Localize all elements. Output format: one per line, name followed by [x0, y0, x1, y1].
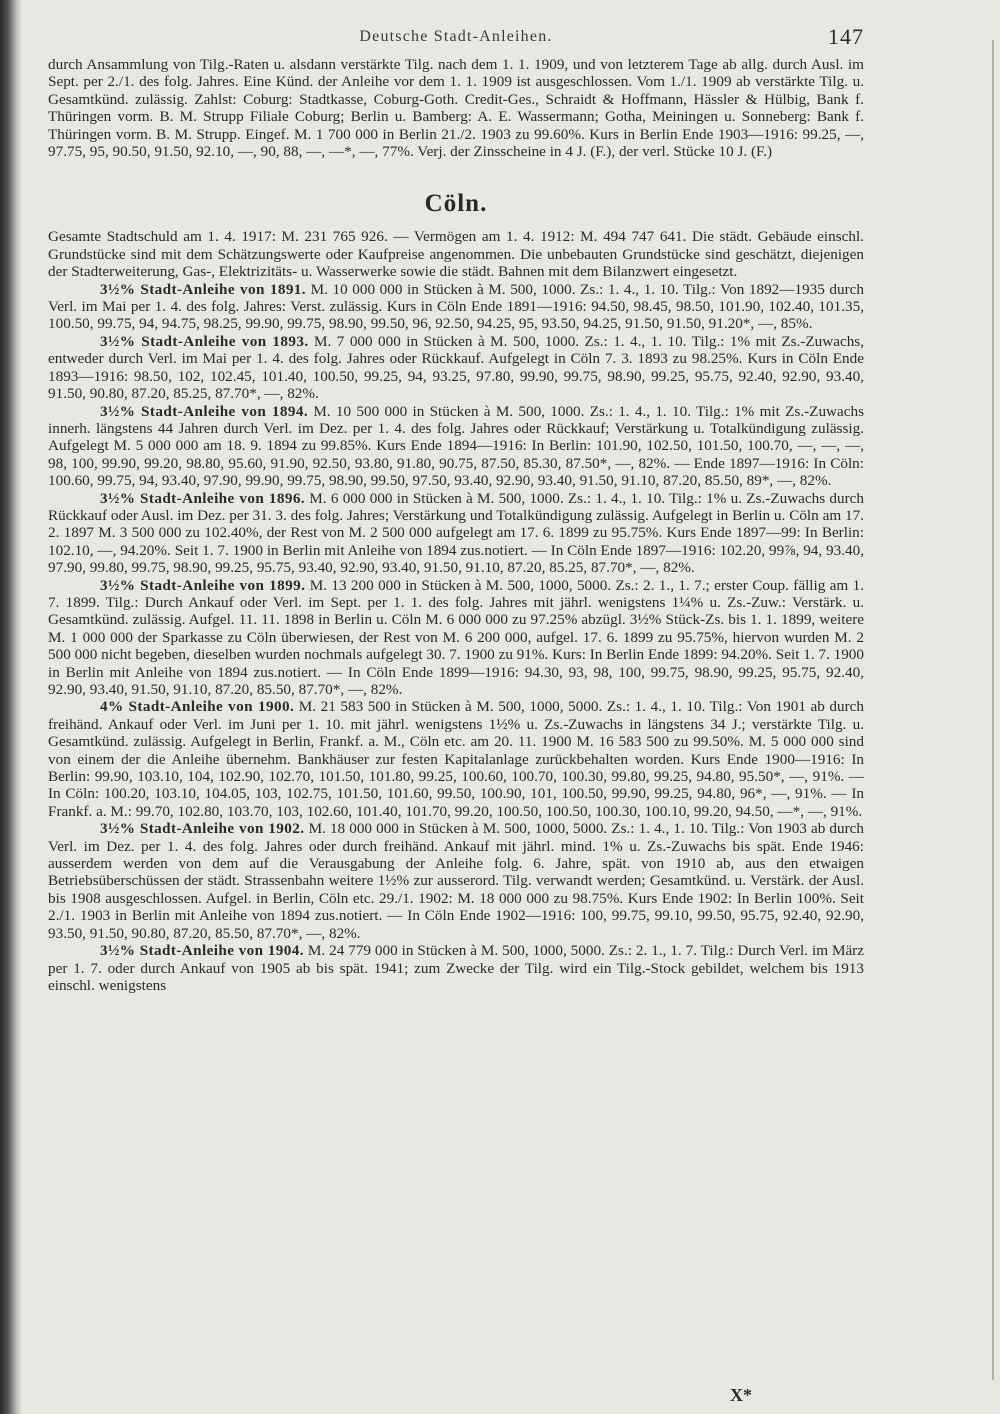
loan-title: 4% Stadt-Anleihe von 1900. — [100, 698, 295, 716]
loan-text: M. 13 200 000 in Stücken à M. 500, 1000, 5000. Zs.: 2. 1., 1. 7.; erster Coup. fällig am 1. 7. 1899. Tilg.: Durch Ankauf oder Verl. im Sept. per 1. 1. des folg. Jahres mit jährl. wenigstens 1¼% u. Zs.-Zuw.: Verstärk. u. Gesamtkünd. zulässig. Aufgel. 11. 11. 1898 in Berlin u. Cöln M. 6 000 000 zu 97.25% abzügl. 3½% Stück-Zs. bis 1. 1. 1899, weitere M. 1 000 000 der Sparkasse zu Cöln überwiesen, der Rest von M. 6 200 000, aufgel. 17. 6. 1899 zu 95.75%, hiervon wurden M. 2 500 000 nicht begeben, dieselben wurden nochmals aufgelegt 30. 7. 1900 zu 91%. Kurs: In Berlin Ende 1899: 94.20%. Seit 1. 7. 1900 in Berlin mit Anleihe von 1894 zus.notiert. — In Cöln Ende 1899—1916: 94.30, 93, 98, 100, 99.75, 98.90, 99.25, 95.75, 92.40, 92.90, 93.40, 91.50, 91.10, 87.20, 85.50, 87.70*, —, 82%. — [48, 576, 864, 698]
loan-text: M. 6 000 000 in Stücken à M. 500, 1000. Zs.: 1. 4., 1. 10. Tilg.: 1% u. Zs.-Zuwachs durch Rückkauf oder Ausl. im Dez. per 31. 3. des folg. Jahres; Verstärkung und Totalkündigung zulässig. Aufgelegt in Berlin u. Cöln am 17. 2. 1897 M. 3 500 000 zu 102.40%, der Rest von M. 2 500 000 aufgelegt am 17. 6. 1899 zu 95.75%. Kurs Ende 1897—99: In Berlin: 102.10, —, 94.20%. Seit 1. 7. 1900 in Berlin mit Anleihe von 1894 zus.notiert. — In Cöln Ende 1897—1916: 102.20, 99⅞, 94, 93.40, 97.90, 99.80, 99.75, 98.90, 99.25, 95.75, 93.40, 92.90, 93.40, 91.50, 91.10, 87.20, 85.25, 87.70*, —, 82%. — [48, 489, 864, 577]
loan-entry — [48, 577, 864, 699]
loan-title: 3½% Stadt-Anleihe von 1902. — [100, 820, 305, 838]
section-title: Cöln. — [424, 190, 488, 218]
loan-entry — [48, 490, 864, 577]
loan-entry — [48, 942, 864, 994]
loan-title: 3½% Stadt-Anleihe von 1894. — [100, 402, 309, 420]
page-header — [48, 22, 864, 56]
page-edge-rule — [992, 40, 994, 1380]
loan-text: M. 7 000 000 in Stücken à M. 500, 1000. Zs.: 1. 4., 1. 10. Tilg.: 1% mit Zs.-Zuwachs, entweder durch Verl. im Mai per 1. 4. des folg. Jahres oder Rückkauf. Aufgelegt in Cöln 7. 3. 1893 zu 98.25%. Kurs in Cöln Ende 1893—1916: 98.50, 102, 102.45, 101.40, 100.50, 99.25, 94, 93.25, 97.80, 99.90, 99.75, 98.90, 99.25, 95.75, 92.40, 92.90, 93.40, 91.50, 90.80, 87.20, 85.25, 87.70*, —, 82%. — [48, 332, 864, 403]
loan-title: 3½% Stadt-Anleihe von 1896. — [100, 489, 306, 507]
running-title: Deutsche Stadt-Anleihen. — [359, 28, 553, 45]
page-number: 147 — [828, 24, 864, 49]
page-body — [48, 22, 864, 994]
loan-title: 3½% Stadt-Anleihe von 1891. — [100, 280, 307, 298]
loan-text: M. 24 779 000 in Stücken à M. 500, 1000, 5000. Zs.: 2. 1., 1. 7. Tilg.: Durch Verl. im März per 1. 7. oder durch Ankauf von 1905 ab bis spät. 1941; zum Zwecke der Tilg. wird ein Tilg.-Stock gebildet, welchem bis 1913 einschl. wenigstens — [48, 942, 864, 994]
loan-text: M. 18 000 000 in Stücken à M. 500, 1000, 5000. Zs.: 1. 4., 1. 10. Tilg.: Von 1903 ab durch Verl. im Dez. per 1. 4. des folg. Jahres oder durch freihänd. Ankauf mit jährl. mind. 1% u. Zs.-Zuwachs bis spät. Ende 1946: ausserdem werden von dem auf die Verausgabung der Anleihe folg. 6. Jahre, spät. von 1910 ab, aus den etwaigen Betriebsüberschüssen der städt. Strassenbahn weitere 1½% zur ausserord. Tilg. verwandt werden; Gesamtkünd. u. Verstärk. der Ausl. bis 1908 ausgeschlossen. Aufgel. in Berlin, Cöln etc. 29./1. 1902: M. 18 000 000 zu 98.75%. Kurs Ende 1902: In Berlin 100%. Seit 2./1. 1903 in Berlin mit Anleihe von 1894 zus.notiert. — In Cöln Ende 1902—1916: 100, 99.75, 99.10, 99.50, 95.75, 92.40, 92.90, 93.50, 91.50, 90.80, 87.20, 85.50, 87.70*, —, 82%. — [48, 820, 864, 942]
loan-text: M. 10 500 000 in Stücken à M. 500, 1000. Zs.: 1. 4., 1. 10. Tilg.: 1% mit Zs.-Zuwachs innerh. längstens 44 Jahren durch Verl. im Dez. per 1. 4. des folg. Jahres oder Rückkauf; Verstärkung u. Totalkündigung zulässig. Aufgelegt M. 5 000 000 am 18. 9. 1894 zu 99.85%. Kurs Ende 1894—1916: In Berlin: 101.90, 102.50, 101.50, 100.70, —, —, —, 98, 100, 99.90, 99.20, 98.80, 95.60, 91.90, 92.50, 93.80, 91.80, 90.75, 87.50, 85.30, 87.50*, —, 82%. — Ende 1897—1916: In Cöln: 100.60, 99.75, 94, 93.40, 97.90, 99.90, 99.75, 98.90, 99.50, 97.50, 93.40, 92.90, 93.40, 91.50, 91.10, 87.20, 85.50, 89*, —, 82%. — [48, 402, 864, 490]
loan-title: 3½% Stadt-Anleihe von 1899. — [100, 576, 306, 594]
intro-paragraph: durch Ansammlung von Tilg.-Raten u. alsdann verstärkte Tilg. nach dem 1. 1. 1909, und von letzterem Tage ab allg. durch Ausl. im Sept. per 2./1. des folg. Jahres. Eine Künd. der Anleihe vor dem 1. 1. 1909 ist ausgeschlossen. Vom 1./1. 1909 ab verstärkte Tilg. u. Gesamtkünd. zulässig. Zahlst: Coburg: Stadtkasse, Coburg-Goth. Credit-Ges., Schraidt & Hoffmann, Hässler & Hülbig, Bank f. Thüringen vorm. B. M. Strupp Filiale Coburg; Berlin u. Bamberg: A. E. Wassermann; Gotha, Meiningen u. Sonneberg: Bank f. Thüringen vorm. B. M. Strupp. Eingef. M. 1 700 000 in Berlin 21./2. 1903 zu 99.60%. Kurs in Berlin Ende 1903—1916: 99.25, —, 97.75, 95, 90.50, 91.50, 92.10, —, 90, 88, —, —*, —, 77%. Verj. der Zinsscheine in 4 J. (F.), der verl. Stücke 10 J. (F.) — [48, 56, 864, 161]
loan-entry — [48, 333, 864, 403]
scan-binding-edge — [0, 0, 22, 1414]
signature-mark: X* — [730, 1385, 752, 1405]
loan-title: 3½% Stadt-Anleihe von 1893. — [100, 332, 309, 350]
loan-text: M. 21 583 500 in Stücken à M. 500, 1000, 5000. Zs.: 1. 4., 1. 10. Tilg.: Von 1901 ab durch freihänd. Ankauf oder Verl. im Juni per 1. 10. mit jährl. wenigstens 1½% u. Zs.-Zuwachs in längstens 34 J.; verstärkte Tilg. u. Gesamtkünd. zulässig. Aufgelegt in Berlin, Frankf. a. M., Cöln etc. am 20. 11. 1900 M. 16 583 500 zu 99.50%. M. 5 000 000 sind von einem der die Anleihe übernehm. Bankhäuser zur festen Kapitalanlage zurückbehalten worden. Kurs Ende 1900—1916: In Berlin: 99.90, 103.10, 104, 102.90, 102.70, 101.50, 101.80, 99.25, 100.60, 100.70, 100.30, 99.80, 99.25, 94.80, 95.50*, —, 91%. — In Cöln: 100.20, 103.10, 104.05, 103, 102.75, 101.50, 101.60, 99.50, 100.90, 101, 100.50, 99.90, 99.25, 94.80, 96*, —, 91%. — In Frankf. a. M.: 99.70, 102.80, 103.70, 103, 102.60, 101.40, 101.70, 99.20, 100.50, 100.50, 100.30, 100.10, 99.20, 94.50, —*, —, 91%. — [48, 698, 864, 820]
loan-entry — [48, 281, 864, 333]
loan-entry — [48, 698, 864, 820]
loan-entry — [48, 820, 864, 942]
loan-title: 3½% Stadt-Anleihe von 1904. — [100, 942, 304, 960]
loan-text: M. 10 000 000 in Stücken à M. 500, 1000. Zs.: 1. 4., 1. 10. Tilg.: Von 1892—1935 durch Verl. im Mai per 1. 4. des folg. Jahres: Verst. zulässig. Kurs in Cöln Ende 1891—1916: 94.50, 98.45, 98.50, 101.90, 102.40, 101.35, 100.50, 99.75, 94, 94.75, 98.25, 99.90, 99.75, 98.90, 99.50, 96, 92.50, 94.25, 95, 93.50, 94.25, 91.50, 91.50, 91.20*, —, 85%. — [48, 280, 864, 333]
section-summary: Gesamte Stadtschuld am 1. 4. 1917: M. 231 765 926. — Vermögen am 1. 4. 1912: M. 494 747 641. Die städt. Gebäude einschl. Grundstücke sind mit dem Schätzungswerte oder Kaufpreise angenommen. Die unbebauten Grundstücke sind geschätzt, diejenigen der Stadterweiterung, Gas-, Elektrizitäts- u. Wasserwerke sowie die städt. Bahnen mit dem Bilanzwert eingesetzt. — [48, 228, 864, 281]
loan-entry — [48, 403, 864, 490]
